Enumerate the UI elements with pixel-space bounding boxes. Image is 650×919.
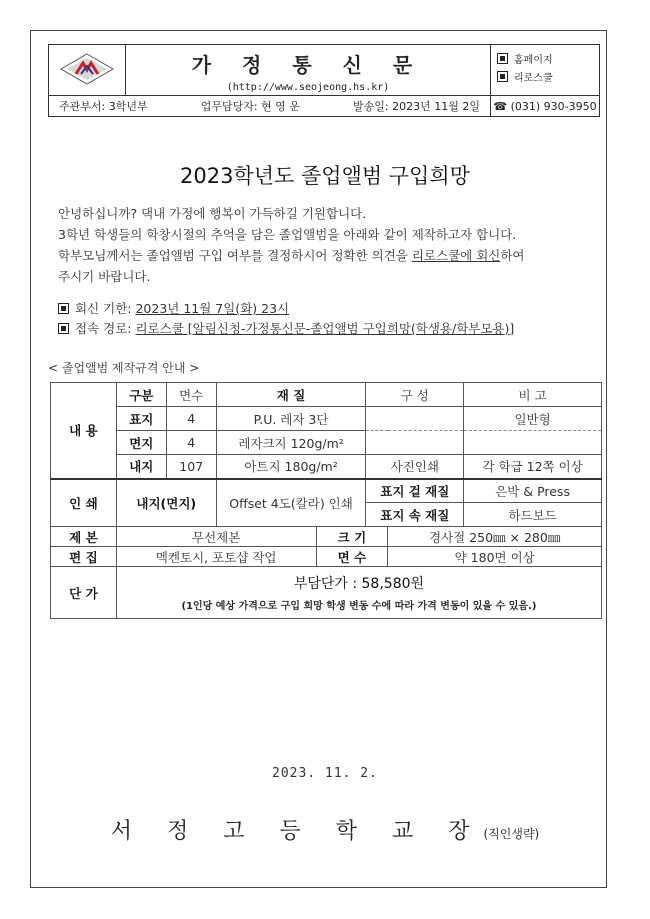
col-header-type: 구분 bbox=[116, 383, 166, 407]
print-type: 내지(면지) bbox=[116, 479, 216, 527]
col-header-pages: 면수 bbox=[166, 383, 216, 407]
cell-pages: 4 bbox=[166, 407, 216, 431]
sent-date: 발송일: 2023년 11월 2일 bbox=[353, 100, 480, 113]
notice-block bbox=[58, 299, 514, 339]
cell-pages: 4 bbox=[166, 431, 216, 455]
col-header-composition: 구 성 bbox=[366, 383, 464, 407]
price-note: (1인당 예상 가격으로 구입 희망 학생 변동 수에 따라 가격 변동이 있을 수 있음.) bbox=[181, 601, 537, 612]
signer-name: 서 정 고 등 학 교 장 bbox=[110, 819, 484, 844]
phone: ☎ (031) 930-3950 bbox=[491, 96, 600, 117]
edit-value: 멕켄토시, 포토샵 작업 bbox=[116, 547, 316, 567]
newsletter-title: 가 정 통 신 문 bbox=[191, 53, 425, 77]
school-logo-icon bbox=[59, 52, 115, 86]
cell-type: 표지 bbox=[116, 407, 166, 431]
riroschool-reply-link: 리로스쿨에 회신 bbox=[411, 248, 501, 263]
price-value: 부담단가 : 58,580원 bbox=[293, 576, 425, 592]
deadline-line bbox=[58, 299, 514, 319]
cover-inner-value: 하드보드 bbox=[464, 503, 602, 527]
cell-material: 레자크지 120g/m² bbox=[216, 431, 366, 455]
content-label: 내 용 bbox=[51, 383, 117, 479]
print-label: 인 쇄 bbox=[51, 479, 117, 527]
size-value: 경사절 250㎜ × 280㎜ bbox=[388, 527, 602, 547]
intro-text-part: 하여 bbox=[500, 248, 525, 263]
seal-omitted-note: (직인생략) bbox=[483, 827, 540, 841]
riroschool-link-label: 리로스쿨 bbox=[514, 73, 553, 84]
cell-material: P.U. 레자 3단 bbox=[216, 407, 366, 431]
intro-line: 3학년 학생들의 학창시절의 추억을 담은 졸업앨범을 아래와 같이 제작하고자 합니다. bbox=[58, 227, 517, 242]
links-cell bbox=[491, 45, 600, 96]
route-label: 접속 경로: bbox=[75, 321, 136, 336]
intro-text-part: 학부모님께서는 졸업앨범 구입 여부를 결정하시어 정확한 의견을 bbox=[58, 248, 412, 263]
cover-outer-label: 표지 겉 재질 bbox=[366, 479, 464, 503]
homepage-link-label: 홈페이지 bbox=[514, 55, 553, 66]
signer bbox=[0, 814, 650, 845]
binding-label: 제 본 bbox=[51, 527, 117, 547]
price-cell bbox=[116, 567, 601, 619]
binding-value: 무선제본 bbox=[116, 527, 316, 547]
cell-material: 아트지 180g/m² bbox=[216, 455, 366, 479]
spec-table bbox=[50, 382, 602, 619]
intro-line bbox=[58, 245, 598, 266]
header-info-row bbox=[49, 96, 491, 117]
school-url: (http://www.seojeong.hs.kr) bbox=[226, 82, 390, 93]
cover-inner-label: 표지 속 재질 bbox=[366, 503, 464, 527]
intro-line: 안녕하십니까? 댁내 가정에 행복이 가득하길 기원합니다. bbox=[58, 206, 367, 221]
checkbox-square-icon bbox=[497, 71, 508, 82]
cover-outer-value: 은박 & Press bbox=[464, 479, 602, 503]
manager: 업무담당자: 현 영 운 bbox=[200, 100, 300, 113]
cell-composition: 사진인쇄 bbox=[366, 455, 464, 479]
bullet-square-icon bbox=[58, 323, 69, 334]
bullet-square-icon bbox=[58, 303, 69, 314]
deadline-label: 회신 기한: bbox=[75, 301, 136, 316]
edit-label: 편 집 bbox=[51, 547, 117, 567]
deadline-value: 2023년 11월 7일(화) 23시 bbox=[135, 301, 290, 316]
price-label: 단 가 bbox=[51, 567, 117, 619]
route-line bbox=[58, 319, 514, 339]
intro-line: 주시기 바랍니다. bbox=[58, 269, 151, 284]
page-count-label: 면 수 bbox=[316, 547, 388, 567]
newsletter-header bbox=[48, 44, 600, 117]
document-date: 2023. 11. 2. bbox=[272, 766, 378, 781]
homepage-link[interactable] bbox=[497, 52, 593, 70]
cell-composition bbox=[366, 407, 464, 431]
document-title: 2023학년도 졸업앨범 구입희망 bbox=[180, 164, 470, 188]
school-logo bbox=[49, 45, 126, 96]
col-header-material: 재 질 bbox=[216, 383, 366, 407]
dept: 주관부서: 3학년부 bbox=[59, 100, 148, 113]
page-count-value: 약 180면 이상 bbox=[388, 547, 602, 567]
route-value: 리로스쿨 [알림신청-가정통신문-졸업앨범 구입희망(학생용/학부모용)] bbox=[135, 321, 515, 336]
print-method: Offset 4도(칼라) 인쇄 bbox=[216, 479, 366, 527]
intro-text bbox=[58, 203, 598, 287]
cell-type: 내지 bbox=[116, 455, 166, 479]
spec-caption: < 졸업앨범 제작규격 안내 > bbox=[48, 361, 200, 375]
cell-note: 일반형 bbox=[464, 407, 602, 431]
cell-composition bbox=[366, 431, 464, 455]
size-label: 크 기 bbox=[316, 527, 388, 547]
newsletter-title-cell bbox=[126, 45, 491, 96]
cell-pages: 107 bbox=[166, 455, 216, 479]
riroschool-link[interactable] bbox=[497, 70, 593, 88]
checkbox-square-icon bbox=[497, 53, 508, 64]
col-header-note: 비 고 bbox=[464, 383, 602, 407]
cell-note: 각 학급 12쪽 이상 bbox=[464, 455, 602, 479]
cell-note bbox=[464, 431, 602, 455]
cell-type: 면지 bbox=[116, 431, 166, 455]
